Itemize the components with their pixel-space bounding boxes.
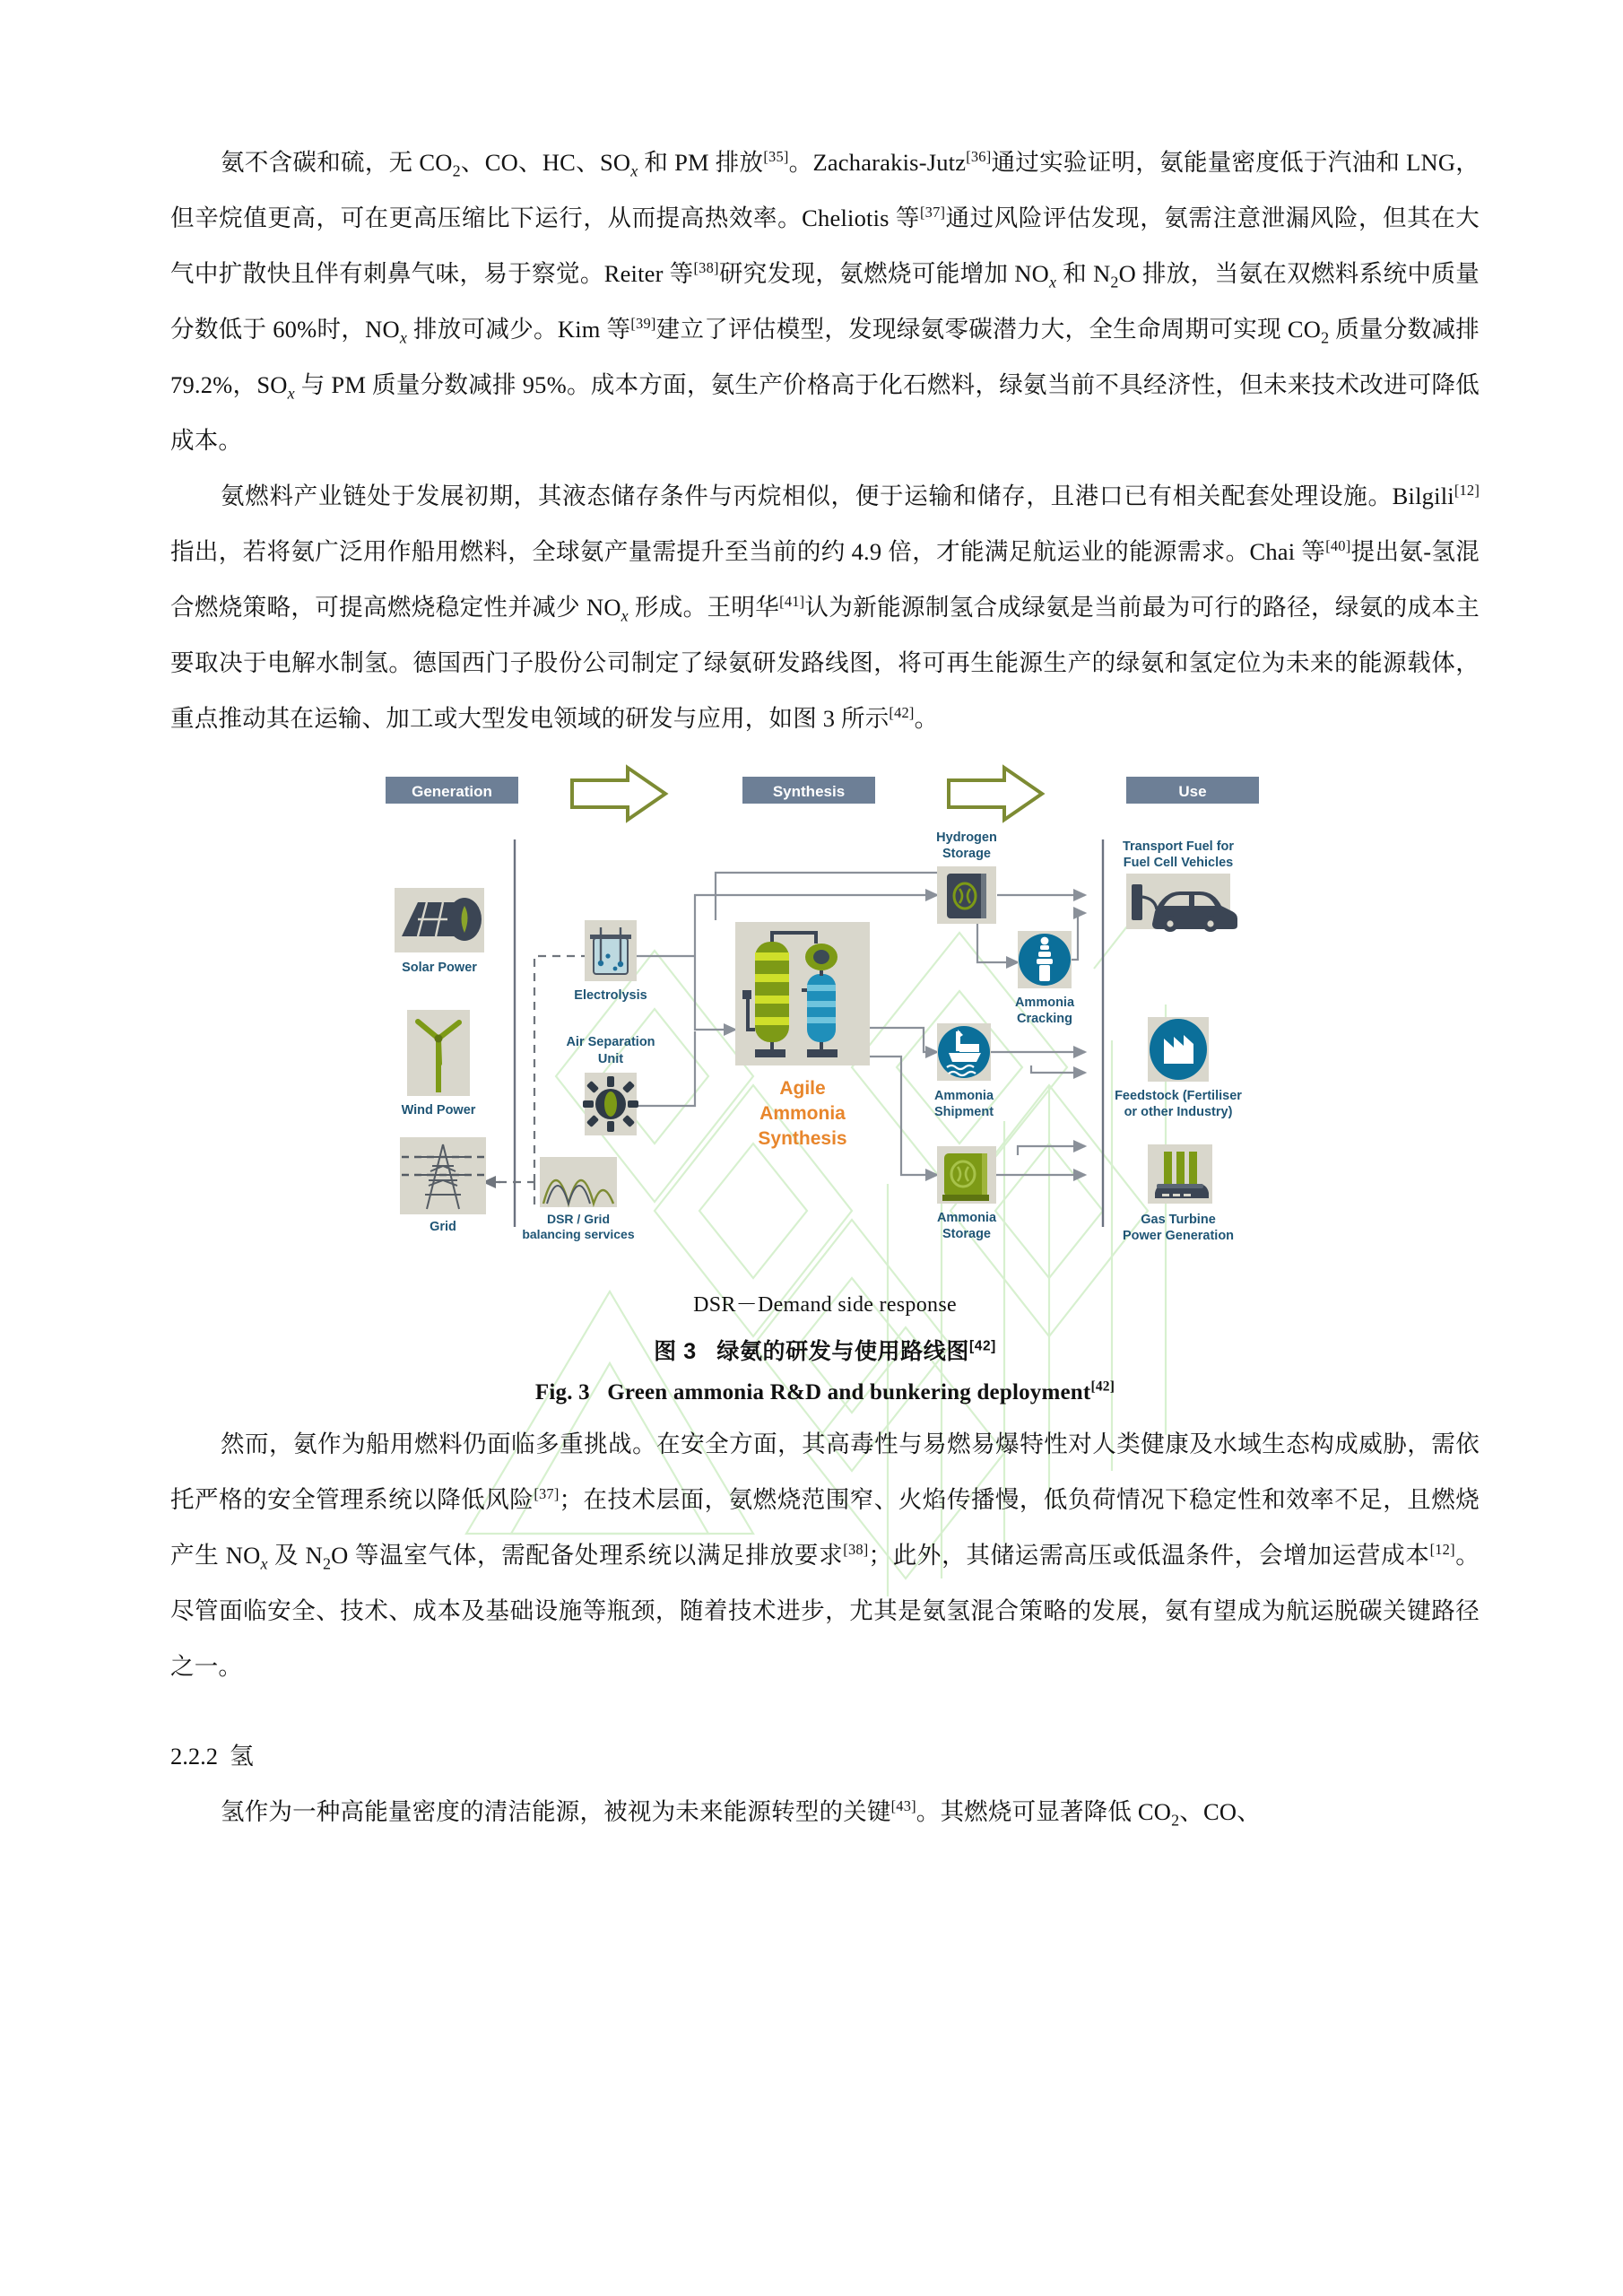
citation-40: [40] [1325, 537, 1351, 555]
p1-sub-nox-b: x [399, 328, 408, 347]
p2-sub-nox: x [621, 606, 629, 625]
citation-39: [39] [630, 315, 656, 333]
citation-38-b: [38] [843, 1541, 869, 1559]
citation-35: [35] [763, 148, 789, 166]
agile-ammonia-synthesis-icon [735, 922, 870, 1065]
ammonia-storage-icon [937, 1146, 996, 1204]
p1-seg4: 。Zacharakis-Jutz [788, 149, 967, 176]
label-dsr-grid-line2: balancing services [522, 1227, 635, 1241]
p2-seg2: 指出，若将氨广泛用作船用燃料，全球氨产量需提升至当前的约 4.9 倍，才能满足航运业的能源需求。Chai 等 [170, 538, 1326, 565]
gas-turbine-icon [1148, 1144, 1212, 1204]
p1-sub-co2-b: 2 [1321, 328, 1330, 347]
figure-3 [336, 761, 1314, 1405]
p1-seg11: 建立了评估模型，发现绿氨零碳潜力大，全生命周期可实现 CO [655, 316, 1322, 343]
figure-caption-cn [336, 1334, 1314, 1366]
p3-sub-n2o: 2 [322, 1554, 332, 1573]
figure-caption-en [336, 1380, 1314, 1405]
p1-seg7: 研究发现，氨燃烧可能增加 NO [718, 260, 1049, 287]
label-transport-fuel-line2: Fuel Cell Vehicles [1123, 856, 1234, 870]
ammonia-cracking-icon [1018, 931, 1072, 988]
p2-seg3: 提出氨-氢混合燃烧策略，可提高燃烧稳定性并减少 NO [170, 538, 1480, 621]
label-air-separation-line1: Air Separation [566, 1035, 655, 1049]
ammonia-shipment-icon [937, 1023, 991, 1081]
label-hydrogen-storage-line1: Hydrogen [936, 831, 997, 845]
stage-arrow-2-icon [949, 768, 1042, 820]
p1-sub-sox-b: x [287, 384, 295, 403]
p3-seg5: ；此外，其储运需高压或低温条件，会增加运营成本 [868, 1542, 1430, 1569]
figure-caption-en-text: Green ammonia R&D and bunkering deployment [607, 1380, 1091, 1405]
column-header-label-synthesis: Synthesis [772, 783, 846, 800]
p1-seg1: 氨不含碳和硫，无 CO [221, 149, 453, 176]
p4-seg3: 、CO、 [1179, 1798, 1261, 1825]
p2-seg4: 形成。王明华 [628, 594, 780, 621]
label-hydrogen-storage-line2: Storage [942, 847, 991, 861]
label-ammonia-shipment-line2: Shipment [933, 1105, 994, 1119]
paragraph-ammonia-emissions [170, 135, 1480, 468]
wind-power-icon [407, 1010, 470, 1096]
p1-seg3: 和 PM 排放 [638, 149, 764, 176]
label-gas-turbine-line1: Gas Turbine [1141, 1213, 1216, 1227]
p1-sub-n2o: 2 [1110, 273, 1119, 291]
p2-seg6: 。 [914, 705, 939, 732]
transport-fuel-vehicle-icon [1126, 874, 1237, 932]
p4-seg1: 氢作为一种高能量密度的清洁能源，被视为未来能源转型的关键 [221, 1798, 891, 1825]
green-ammonia-roadmap-diagram [350, 761, 1300, 1281]
electrolysis-icon [585, 920, 637, 981]
p1-sub-nox-a: x [1049, 273, 1057, 291]
dsr-grid-balancing-icon [540, 1157, 617, 1207]
figure-caption-cn-ref: [42] [968, 1338, 996, 1354]
paragraph-ammonia-supply-chain [170, 468, 1480, 746]
hydrogen-storage-icon [937, 866, 996, 924]
column-header-label-generation: Generation [412, 783, 492, 800]
label-ammonia-storage-line2: Storage [942, 1227, 991, 1241]
citation-37-b: [37] [534, 1485, 560, 1503]
label-ammonia-cracking-line1: Ammonia [1014, 996, 1075, 1010]
p3-seg4: O 等温室气体，需配备处理系统以满足排放要求 [331, 1542, 844, 1569]
label-solar-power: Solar Power [402, 961, 477, 975]
section-title: 氢 [230, 1743, 254, 1770]
p1-seg9: O 排放，当氨在双燃料系统中质量分数低于 60%时，NO [170, 260, 1480, 343]
p4-seg2: 。其燃烧可显著降低 CO [916, 1798, 1172, 1825]
figure-note: DSR－Demand side response [693, 1293, 957, 1317]
label-transport-fuel-line1: Transport Fuel for [1122, 839, 1235, 854]
figure-caption-en-prefix: Fig. 3 [534, 1380, 590, 1405]
p1-seg2: 、CO、HC、SO [460, 149, 631, 176]
label-ammonia-storage-line1: Ammonia [936, 1211, 997, 1225]
citation-38: [38] [693, 259, 719, 277]
p1-seg13: 与 PM 质量分数减排 95%。成本方面，氨生产价格高于化石燃料，绿氨当前不具经济性，但未来技术改进可降低成本。 [170, 371, 1480, 454]
label-agile-line2: Ammonia [759, 1103, 846, 1124]
citation-41: [41] [779, 593, 805, 611]
label-electrolysis: Electrolysis [574, 988, 647, 1003]
p1-seg10: 排放可减少。Kim 等 [407, 316, 631, 343]
citation-12-b: [12] [1429, 1541, 1455, 1559]
p2-seg1: 氨燃料产业链处于发展初期，其液态储存条件与丙烷相似，便于运输和储存，且港口已有相关配套处理设施。Bilgili [221, 483, 1454, 509]
paragraph-hydrogen-intro [170, 1784, 1480, 1839]
label-ammonia-shipment-line1: Ammonia [933, 1089, 994, 1103]
section-number: 2.2.2 [170, 1743, 218, 1770]
solar-power-icon [395, 888, 484, 952]
figure-caption-en-ref: [42] [1090, 1378, 1115, 1395]
paragraph-ammonia-challenges [170, 1416, 1480, 1694]
label-feedstock-line1: Feedstock (Fertiliser [1115, 1089, 1242, 1103]
p1-seg8: 和 N [1056, 260, 1111, 287]
label-agile-line3: Synthesis [758, 1128, 847, 1149]
grid-icon [400, 1137, 486, 1214]
citation-36: [36] [966, 148, 992, 166]
label-wind-power: Wind Power [401, 1103, 476, 1118]
p1-seg12: 质量分数减排 79.2%，SO [170, 316, 1480, 398]
label-gas-turbine-line2: Power Generation [1122, 1229, 1235, 1243]
label-grid: Grid [430, 1220, 456, 1234]
citation-12-a: [12] [1454, 482, 1480, 500]
p1-seg5: 通过实验证明，氨能量密度低于汽油和 LNG，但辛烷值更高，可在更高压缩比下运行，从而提高热效率。Cheliotis 等 [170, 149, 1480, 231]
figure-caption-cn-text: 绿氨的研发与使用路线图 [716, 1339, 969, 1364]
p4-sub-co2: 2 [1171, 1811, 1180, 1830]
citation-37: [37] [919, 204, 946, 222]
label-agile-line1: Agile [779, 1078, 826, 1099]
p3-seg6: 。尽管面临安全、技术、成本及基础设施等瓶颈，随着技术进步，尤其是氨氢混合策略的发展，氨有望成为航运脱碳关键路径之一。 [170, 1542, 1480, 1680]
p3-seg3: 及 N [267, 1542, 323, 1569]
stage-arrow-1-icon [572, 768, 665, 820]
p2-seg5: 认为新能源制氢合成绿氨是当前最为可行的路径，绿氨的成本主要取决于电解水制氢。德国西门子股份公司制定了绿氨研发路线图，将可再生能源生产的绿氨和氢定位为未来的能源载体，重点推动其在运输、加工或大型发电领域的研发与应用，如图 3 所示 [170, 594, 1480, 732]
column-header-label-use: Use [1178, 783, 1207, 800]
label-ammonia-cracking-line2: Cracking [1016, 1012, 1073, 1026]
label-feedstock-line2: or other Industry) [1124, 1105, 1233, 1119]
section-heading-2-2-2 [170, 1728, 1480, 1784]
p3-sub-nox: x [260, 1554, 268, 1573]
label-air-separation-line2: Unit [597, 1052, 624, 1066]
p1-seg6: 通过风险评估发现，氨需注意泄漏风险，但其在大气中扩散快且伴有刺鼻气味，易于察觉。Reiter 等 [170, 204, 1480, 287]
citation-43: [43] [890, 1797, 916, 1815]
citation-42-a: [42] [889, 704, 915, 722]
label-dsr-grid-line1: DSR / Grid [546, 1212, 611, 1226]
p3-seg1: 然而，氨作为船用燃料仍面临多重挑战。在安全方面，其高毒性与易燃易爆特性对人类健康及水域生态构成威胁，需依托严格的安全管理系统以降低风险 [170, 1431, 1480, 1513]
p1-sub-sox: x [630, 161, 638, 180]
feedstock-factory-icon [1148, 1017, 1209, 1082]
p3-seg2: ；在技术层面，氨燃烧范围窄、火焰传播慢，低负荷情况下稳定性和效率不足，且燃烧产生 NO [170, 1486, 1480, 1569]
figure-caption-cn-prefix: 图 3 [654, 1339, 697, 1364]
air-separation-unit-icon [583, 1073, 638, 1135]
p1-sub-co2: 2 [452, 161, 461, 180]
